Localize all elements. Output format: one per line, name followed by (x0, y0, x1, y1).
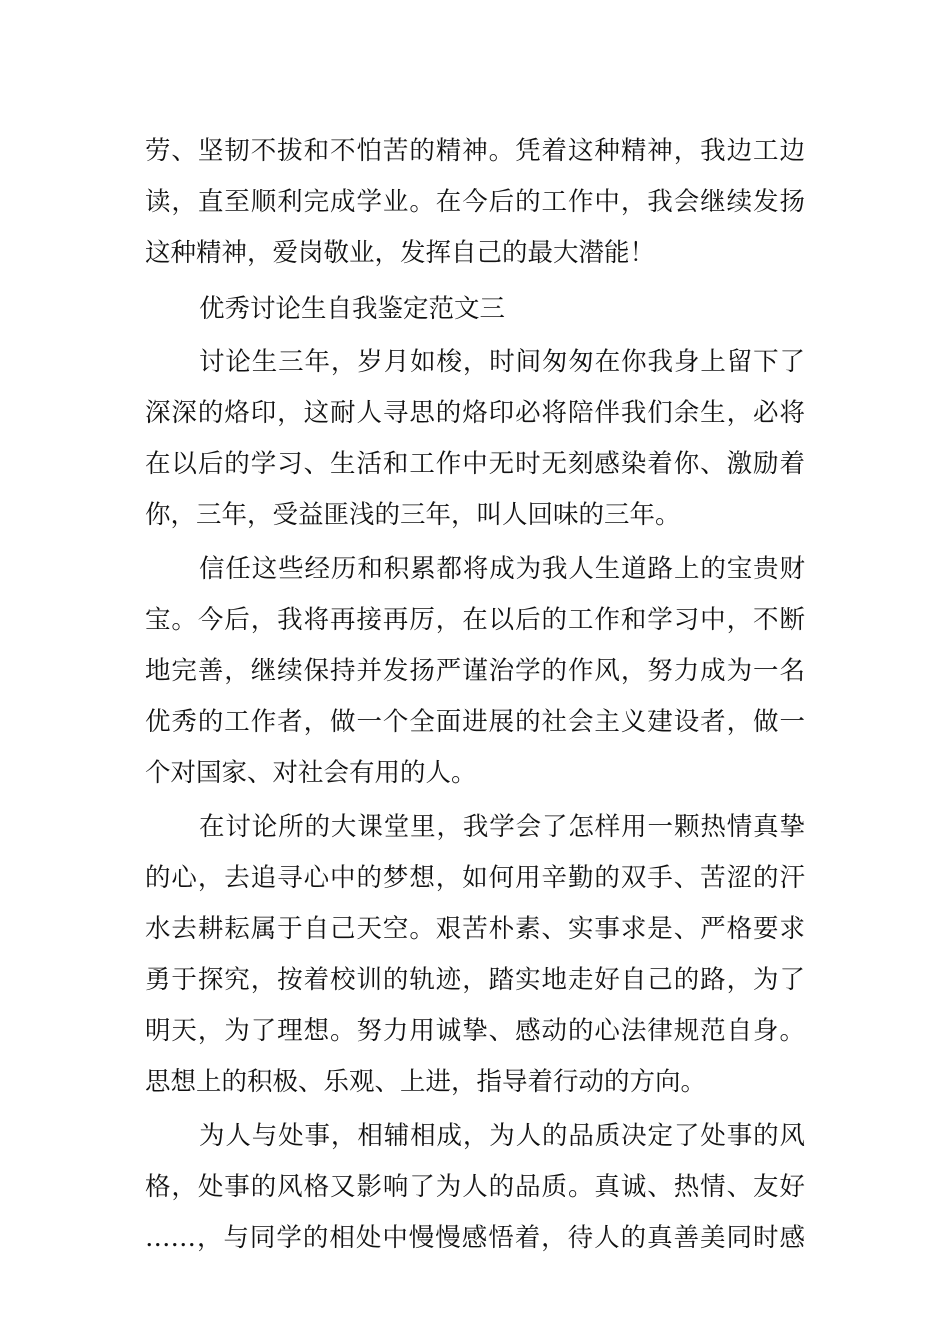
paragraph (145, 126, 805, 279)
text-line: 个对国家、对社会有用的人。 (145, 758, 477, 788)
paragraph (145, 337, 805, 541)
text-line: 勇于探究，按着校训的轨迹，踏实地走好自己的路，为了 (145, 965, 805, 995)
section-heading: 优秀讨论生自我鉴定范文三 (199, 294, 506, 324)
text-line: 地完善，继续保持并发扬严谨治学的作风，努力成为一名 (145, 656, 805, 686)
text-line: 格，处事的风格又影响了为人的品质。真诚、热情、友好 (145, 1172, 805, 1202)
text-line: 信任这些经历和积累都将成为我人生道路上的宝贵财 (199, 554, 805, 584)
text-line: 读，直至顺利完成学业。在今后的工作中，我会继续发扬 (145, 187, 805, 217)
text-line: 明天，为了理想。努力用诚挚、感动的心法律规范自身。 (145, 1016, 805, 1046)
text-line: ……，与同学的相处中慢慢感悟着，待人的真善美同时感 (145, 1223, 805, 1253)
paragraph (145, 1111, 805, 1264)
text-line: 水去耕耘属于自己天空。艰苦朴素、实事求是、严格要求 (145, 914, 805, 944)
text-line: 宝。今后，我将再接再厉，在以后的工作和学习中，不断 (145, 605, 805, 635)
text-line: 你，三年，受益匪浅的三年，叫人回味的三年。 (145, 500, 681, 530)
text-line: 在以后的学习、生活和工作中无时无刻感染着你、激励着 (145, 449, 805, 479)
text-line: 深深的烙印，这耐人寻思的烙印必将陪伴我们余生，必将 (145, 398, 805, 428)
paragraph-gap (145, 1264, 805, 1267)
text-line: 优秀的工作者，做一个全面进展的社会主义建设者，做一 (145, 707, 805, 737)
text-line: 思想上的积极、乐观、上进，指导着行动的方向。 (145, 1067, 707, 1097)
document-body (145, 126, 805, 1267)
text-line: 劳、坚韧不拔和不怕苦的精神。凭着这种精神，我边工边 (145, 136, 805, 166)
paragraph (145, 802, 805, 1108)
text-line: 这种精神，爱岗敬业，发挥自己的最大潜能！ (145, 238, 656, 268)
paragraph (145, 544, 805, 799)
text-line: 为人与处事，相辅相成，为人的品质决定了处事的风 (199, 1121, 805, 1151)
text-line: 的心，去追寻心中的梦想，如何用辛勤的双手、苦涩的汗 (145, 863, 805, 893)
text-line: 在讨论所的大课堂里，我学会了怎样用一颗热情真挚 (199, 812, 805, 842)
text-line: 讨论生三年，岁月如梭，时间匆匆在你我身上留下了 (199, 347, 805, 377)
